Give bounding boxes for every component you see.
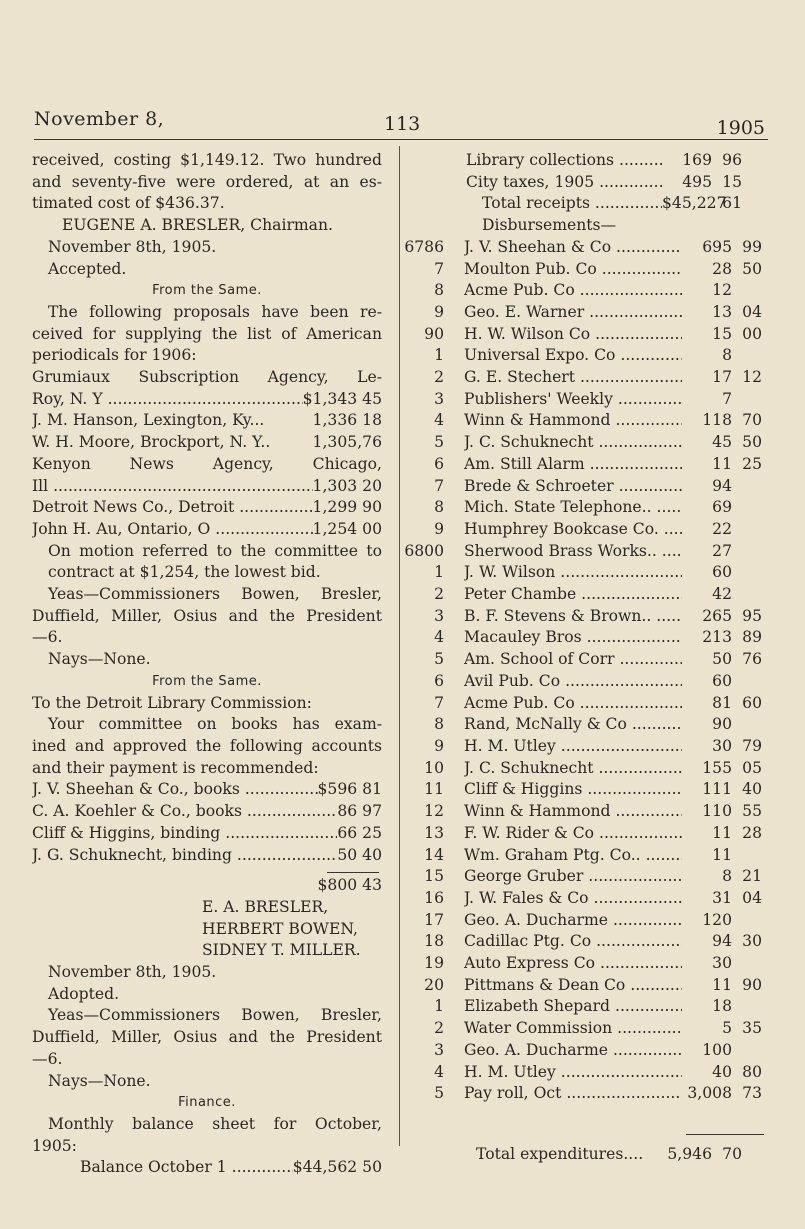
disbursement-dollars: 15 — [712, 324, 732, 343]
disbursement-number: 4 — [434, 628, 444, 647]
receipt-row — [404, 150, 766, 172]
disbursement-cents: 04 — [742, 302, 762, 321]
disbursement-row — [404, 280, 766, 302]
balance-label: Balance October 1 ..... — [80, 1157, 293, 1179]
disbursement-name: Sherwood Brass Works.. ..... — [464, 541, 682, 563]
disbursement-cents: 40 — [742, 780, 762, 799]
disbursement-row — [404, 845, 766, 867]
total-receipts-row — [404, 193, 766, 215]
disbursement-number: 2 — [434, 368, 444, 387]
text-line: received, costing $1,149.12. Two hundred — [32, 151, 382, 169]
disbursement-cents: 79 — [742, 736, 762, 755]
disbursement-cents: 90 — [742, 975, 762, 994]
disbursement-number: 3 — [434, 1040, 444, 1059]
disbursement-name: H. W. Wilson Co ..... — [464, 324, 682, 346]
disbursement-name: G. E. Stechert ..... — [464, 367, 682, 389]
account-total-row — [32, 875, 382, 897]
disbursement-number: 18 — [424, 932, 444, 951]
signer: SIDNEY T. MILLER. — [202, 941, 361, 960]
disbursement-cents: 73 — [742, 1084, 762, 1103]
disbursement-number: 9 — [434, 736, 444, 755]
disbursement-number: 7 — [434, 259, 444, 278]
disbursement-cents: 21 — [742, 867, 762, 886]
disbursement-name: George Gruber ..... — [464, 866, 682, 888]
disbursement-dollars: 31 — [712, 888, 732, 907]
total-receipts-label: Total receipts ..... — [482, 193, 662, 215]
disbursement-row — [404, 541, 766, 563]
disbursement-name: J. C. Schuknecht ..... — [464, 758, 682, 780]
disbursement-dollars: 17 — [712, 368, 732, 387]
disbursement-row — [404, 345, 766, 367]
disbursement-list — [404, 237, 766, 1105]
disbursement-name: Publishers' Weekly ..... — [464, 389, 682, 411]
disbursement-number: 8 — [434, 498, 444, 517]
disbursement-number: 13 — [424, 823, 444, 842]
disbursement-dollars: 60 — [712, 563, 732, 582]
disbursement-cents — [732, 476, 762, 498]
disbursement-number: 7 — [434, 693, 444, 712]
disbursement-row — [404, 693, 766, 715]
disbursement-cents: 55 — [742, 802, 762, 821]
disbursement-dollars: 94 — [712, 932, 732, 951]
disbursement-cents: 28 — [742, 823, 762, 842]
disbursement-row — [404, 888, 766, 910]
disbursement-number: 19 — [424, 954, 444, 973]
right-column — [404, 150, 766, 1163]
disbursement-dollars: 3,008 — [687, 1084, 732, 1103]
disbursement-row — [404, 823, 766, 845]
account-amount: 66 25 — [337, 823, 382, 842]
date-line: November 8th, 1905. — [48, 963, 217, 982]
disbursement-dollars: 30 — [712, 954, 732, 973]
disbursement-row — [404, 801, 766, 823]
disbursement-cents — [732, 497, 762, 519]
date-line: November 8th, 1905. — [48, 237, 217, 256]
header-year: 1905 — [716, 117, 765, 139]
disbursement-dollars: 118 — [702, 411, 732, 430]
disbursement-number: 4 — [434, 1062, 444, 1081]
page-header — [34, 103, 765, 137]
disbursement-row — [404, 324, 766, 346]
disbursement-name: J. C. Schuknecht ..... — [464, 432, 682, 454]
account-name: C. A. Koehler & Co., books ..... — [32, 801, 337, 823]
bid-amount: 1,254 00 — [312, 519, 382, 538]
disbursement-name: Pittmans & Dean Co ..... — [464, 975, 682, 997]
section-heading: From the Same. — [152, 283, 262, 299]
bid-amount: 1,305,76 — [312, 433, 382, 452]
disbursement-cents — [732, 519, 762, 541]
disbursement-row — [404, 714, 766, 736]
account-row — [32, 823, 382, 845]
disbursement-dollars: 155 — [702, 758, 732, 777]
disbursement-row — [404, 866, 766, 888]
disbursement-number: 6 — [434, 671, 444, 690]
disbursement-number: 12 — [424, 802, 444, 821]
disbursement-cents: 76 — [742, 650, 762, 669]
disbursement-cents: 89 — [742, 628, 762, 647]
disbursement-name: Geo. A. Ducharme ..... — [464, 1040, 682, 1062]
bid-amount: 1,303 20 — [312, 476, 382, 495]
disbursement-dollars: 18 — [712, 997, 732, 1016]
bid-name: J. M. Hanson, Lexington, Ky... — [32, 411, 265, 430]
disbursement-name: Winn & Hammond ..... — [464, 410, 682, 432]
section-heading: Finance. — [178, 1095, 236, 1111]
header-page-number: 113 — [384, 113, 421, 135]
disbursements-label: Disbursements— — [482, 216, 617, 235]
account-name: Cliff & Higgins, binding ..... — [32, 823, 337, 845]
account-amount: 86 97 — [337, 802, 382, 821]
disbursement-dollars: 11 — [712, 845, 732, 864]
total-expenditures-label: Total expenditures.... — [476, 1145, 644, 1163]
disbursement-number: 90 — [424, 324, 444, 343]
disbursement-number: 20 — [424, 975, 444, 994]
disbursement-dollars: 22 — [712, 519, 732, 538]
disbursement-cents — [732, 1040, 762, 1062]
disbursement-cents: 99 — [742, 237, 762, 256]
account-row — [32, 845, 382, 867]
receipt-dollars: 169 — [682, 151, 712, 169]
disbursement-row — [404, 1018, 766, 1040]
disbursement-name: Acme Pub. Co ..... — [464, 280, 682, 302]
receipt-cents: 15 — [722, 172, 742, 191]
disbursement-number: 3 — [434, 389, 444, 408]
disbursement-cents — [732, 671, 762, 693]
receipt-name: City taxes, 1905 ..... — [466, 172, 662, 194]
disbursement-cents: 70 — [742, 411, 762, 430]
disbursement-dollars: 5 — [722, 1019, 732, 1038]
disbursement-number: 7 — [434, 476, 444, 495]
receipt-row — [404, 172, 766, 194]
text-line: On motion referred to the committee to — [48, 541, 382, 560]
disbursement-cents: 04 — [742, 888, 762, 907]
disbursement-cents — [732, 845, 762, 867]
disbursement-name: Cadillac Ptg. Co ..... — [464, 931, 682, 953]
text-line: ined and approved the following accounts — [32, 736, 382, 755]
disbursement-row — [404, 432, 766, 454]
disbursement-name: Moulton Pub. Co ..... — [464, 259, 682, 281]
text-line: ceived for supplying the list of American — [32, 324, 382, 343]
disbursement-row — [404, 259, 766, 281]
disbursement-name: Am. Still Alarm ..... — [464, 454, 682, 476]
text-line: Your committee on books has exam- — [48, 715, 382, 734]
text-line: contract at $1,254, the lowest bid. — [48, 563, 321, 582]
bid-name: Roy, N. Y ..... — [32, 389, 303, 411]
disbursement-dollars: 8 — [722, 346, 732, 365]
signer: HERBERT BOWEN, — [202, 919, 358, 938]
disbursement-row — [404, 389, 766, 411]
disbursement-number: 8 — [434, 281, 444, 300]
disbursement-row — [404, 562, 766, 584]
header-date: November 8, — [34, 108, 165, 130]
disbursement-cents: 05 — [742, 758, 762, 777]
account-name: J. G. Schuknecht, binding ..... — [32, 845, 337, 867]
disbursement-row — [404, 584, 766, 606]
disbursement-cents — [732, 714, 762, 736]
disbursement-number: 15 — [424, 867, 444, 886]
total-rule — [686, 1134, 764, 1135]
disbursement-dollars: 12 — [712, 281, 732, 300]
balance-amount: $44,562 50 — [292, 1158, 382, 1177]
disbursement-cents: 35 — [742, 1019, 762, 1038]
disbursement-dollars: 8 — [722, 867, 732, 886]
disbursement-row — [404, 910, 766, 932]
disbursement-row — [404, 367, 766, 389]
header-rule — [34, 139, 768, 140]
disbursement-name: Macauley Bros ..... — [464, 627, 682, 649]
disbursement-number: 2 — [434, 585, 444, 604]
disbursement-row — [404, 237, 766, 259]
disbursement-number: 14 — [424, 845, 444, 864]
disbursement-row — [404, 758, 766, 780]
disbursement-name: J. V. Sheehan & Co ..... — [464, 237, 682, 259]
disbursement-row — [404, 606, 766, 628]
vote-line: Yeas—Commissioners Bowen, Bresler, — [48, 1006, 382, 1025]
total-rule — [327, 872, 379, 873]
disbursement-dollars: 81 — [712, 693, 732, 712]
disbursement-dollars: 42 — [712, 585, 732, 604]
disbursement-row — [404, 410, 766, 432]
disbursement-name: Geo. A. Ducharme ..... — [464, 910, 682, 932]
disbursement-dollars: 213 — [702, 628, 732, 647]
disbursement-row — [404, 302, 766, 324]
account-name: J. V. Sheehan & Co., books ..... — [32, 779, 318, 801]
disbursement-dollars: 265 — [702, 606, 732, 625]
disbursement-cents: 30 — [742, 932, 762, 951]
text-line: periodicals for 1906: — [32, 346, 197, 365]
account-total: $800 43 — [317, 876, 382, 895]
bid-row — [32, 497, 382, 519]
total-expenditures-row — [404, 1144, 742, 1166]
disbursement-number: 5 — [434, 433, 444, 452]
disbursement-number: 2 — [434, 1019, 444, 1038]
disbursement-cents — [732, 389, 762, 411]
disbursement-number: 16 — [424, 888, 444, 907]
total-expenditures-cents: 70 — [722, 1145, 742, 1163]
disbursement-name: Cliff & Higgins ..... — [464, 779, 682, 801]
disbursement-dollars: 11 — [712, 975, 732, 994]
disbursement-name: H. M. Utley ..... — [464, 1062, 682, 1084]
receipt-dollars: 495 — [682, 172, 712, 191]
bid-name: John H. Au, Ontario, O ..... — [32, 519, 313, 541]
disbursement-name: J. W. Fales & Co ..... — [464, 888, 682, 910]
disbursement-dollars: 11 — [712, 823, 732, 842]
disbursement-dollars: 69 — [712, 498, 732, 517]
disbursement-cents: 12 — [742, 368, 762, 387]
bid-name-line: Kenyon News Agency, Chicago, — [32, 454, 382, 473]
disbursement-row — [404, 519, 766, 541]
disbursement-dollars: 7 — [722, 389, 732, 408]
total-receipts-cents: 61 — [722, 194, 742, 213]
disbursement-name: Avil Pub. Co ..... — [464, 671, 682, 693]
disbursement-name: F. W. Rider & Co ..... — [464, 823, 682, 845]
bid-name-line: Grumiaux Subscription Agency, Le- — [32, 368, 382, 387]
disbursement-row — [404, 497, 766, 519]
signer: E. A. BRESLER, — [202, 897, 329, 916]
disbursement-dollars: 45 — [712, 433, 732, 452]
receipt-name: Library collections ..... — [466, 150, 662, 172]
disbursement-dollars: 50 — [712, 650, 732, 669]
bid-row — [32, 476, 382, 498]
left-column — [32, 150, 382, 1179]
disbursement-number: 6800 — [404, 541, 444, 560]
disbursement-cents: 95 — [742, 606, 762, 625]
disbursement-number: 3 — [434, 606, 444, 625]
disbursement-row — [404, 1083, 766, 1105]
text-line: Monthly balance sheet for October, — [48, 1114, 382, 1133]
disbursement-number: 8 — [434, 715, 444, 734]
balance-row — [32, 1157, 382, 1179]
disbursement-name: Auto Express Co ..... — [464, 953, 682, 975]
disbursement-cents: 60 — [742, 693, 762, 712]
disbursement-name: Elizabeth Shepard ..... — [464, 996, 682, 1018]
disbursement-dollars: 94 — [712, 476, 732, 495]
disbursement-name: Acme Pub. Co ..... — [464, 693, 682, 715]
disbursement-dollars: 11 — [712, 454, 732, 473]
disbursement-number: 17 — [424, 910, 444, 929]
disbursement-name: Pay roll, Oct ..... — [464, 1083, 682, 1105]
receipt-cents: 96 — [722, 151, 742, 169]
disbursement-row — [404, 671, 766, 693]
disbursement-name: Brede & Schroeter ..... — [464, 476, 682, 498]
bid-amount: 1,336 18 — [312, 411, 382, 430]
disbursement-dollars: 60 — [712, 671, 732, 690]
disbursement-row — [404, 779, 766, 801]
text-line: 1905: — [32, 1136, 77, 1155]
disbursement-cents — [732, 910, 762, 932]
disbursement-row — [404, 996, 766, 1018]
disbursement-name: Am. School of Corr ..... — [464, 649, 682, 671]
disbursement-number: 1 — [434, 563, 444, 582]
disbursement-number: 5 — [434, 1084, 444, 1103]
adopted-line: Adopted. — [48, 984, 120, 1003]
total-receipts-dollars: $45,227 — [662, 194, 727, 213]
vote-line: Duffield, Miller, Osius and the President — [32, 606, 382, 625]
disbursement-row — [404, 931, 766, 953]
disbursement-dollars: 13 — [712, 302, 732, 321]
disbursement-dollars: 40 — [712, 1062, 732, 1081]
bid-row — [32, 519, 382, 541]
vote-line: —6. — [32, 628, 63, 647]
disbursement-cents: 50 — [742, 433, 762, 452]
disbursement-number: 6786 — [404, 237, 444, 256]
disbursement-cents — [732, 345, 762, 367]
disbursement-cents — [732, 584, 762, 606]
disbursement-cents — [732, 953, 762, 975]
disbursement-dollars: 30 — [712, 736, 732, 755]
text-line: and seventy-five were ordered, at an es- — [32, 172, 382, 191]
disbursement-name: Peter Chambe ..... — [464, 584, 682, 606]
vote-line: —6. — [32, 1049, 63, 1068]
bid-name: Detroit News Co., Detroit ..... — [32, 497, 313, 519]
vote-line: Yeas—Commissioners Bowen, Bresler, — [48, 585, 382, 604]
disbursement-name: Rand, McNally & Co ..... — [464, 714, 682, 736]
disbursement-name: Water Commission ..... — [464, 1018, 682, 1040]
disbursement-cents: 80 — [742, 1062, 762, 1081]
disbursement-cents: 25 — [742, 454, 762, 473]
vote-line: Duffield, Miller, Osius and the President — [32, 1028, 382, 1047]
disbursement-number: 4 — [434, 411, 444, 430]
disbursement-dollars: 27 — [712, 541, 732, 560]
bid-name: Ill ..... — [32, 476, 313, 498]
text-line: The following proposals have been re- — [48, 302, 382, 321]
disbursement-name: Mich. State Telephone.. ..... — [464, 497, 682, 519]
bid-row — [32, 410, 382, 432]
disbursement-number: 11 — [424, 780, 444, 799]
disbursement-name: Geo. E. Warner ..... — [464, 302, 682, 324]
disbursement-number: 9 — [434, 302, 444, 321]
account-row — [32, 801, 382, 823]
disbursement-cents — [732, 280, 762, 302]
bid-amount: $1,343 45 — [302, 389, 382, 408]
chairman-signature: EUGENE A. BRESLER, Chairman. — [62, 216, 333, 235]
disbursement-name: Wm. Graham Ptg. Co.. ..... — [464, 845, 682, 867]
disbursement-number: 9 — [434, 519, 444, 538]
bid-name: W. H. Moore, Brockport, N. Y.. — [32, 433, 271, 452]
column-separator — [399, 146, 400, 1146]
disbursement-name: B. F. Stevens & Brown.. ..... — [464, 606, 682, 628]
disbursement-row — [404, 649, 766, 671]
disbursement-number: 1 — [434, 346, 444, 365]
bid-row — [32, 432, 382, 454]
disbursement-cents: 00 — [742, 324, 762, 343]
disbursement-row — [404, 953, 766, 975]
disbursement-row — [404, 975, 766, 997]
section-heading: From the Same. — [152, 673, 262, 689]
disbursement-name: H. M. Utley ..... — [464, 736, 682, 758]
text-line: and their payment is recommended: — [32, 758, 319, 777]
disbursement-dollars: 110 — [702, 802, 732, 821]
disbursement-number: 5 — [434, 650, 444, 669]
disbursement-number: 10 — [424, 758, 444, 777]
disbursement-cents — [732, 562, 762, 584]
disbursement-name: Winn & Hammond ..... — [464, 801, 682, 823]
disbursement-name: Humphrey Bookcase Co. ..... — [464, 519, 682, 541]
disbursement-dollars: 90 — [712, 715, 732, 734]
disbursement-row — [404, 627, 766, 649]
disbursement-cents — [732, 996, 762, 1018]
disbursement-cents: 50 — [742, 259, 762, 278]
disbursement-dollars: 28 — [712, 259, 732, 278]
disbursement-dollars: 695 — [702, 237, 732, 256]
bid-row — [32, 389, 382, 411]
account-amount: 50 40 — [337, 845, 382, 864]
disbursement-number: 1 — [434, 997, 444, 1016]
disbursement-name: J. W. Wilson ..... — [464, 562, 682, 584]
disbursement-row — [404, 1062, 766, 1084]
bid-amount: 1,299 90 — [312, 498, 382, 517]
text-line: timated cost of $436.37. — [32, 194, 225, 213]
account-amount: $596 81 — [317, 780, 382, 799]
disbursement-dollars: 111 — [702, 780, 732, 799]
disbursement-row — [404, 1040, 766, 1062]
disbursement-dollars: 120 — [702, 910, 732, 929]
disbursement-number: 6 — [434, 454, 444, 473]
disbursement-dollars: 100 — [702, 1040, 732, 1059]
disbursement-row — [404, 736, 766, 758]
total-expenditures-dollars: 5,946 — [667, 1145, 712, 1163]
disbursement-row — [404, 454, 766, 476]
nays-line: Nays—None. — [48, 1071, 151, 1090]
nays-line: Nays—None. — [48, 650, 151, 669]
accepted-line: Accepted. — [48, 259, 127, 278]
salutation: To the Detroit Library Commission: — [32, 693, 312, 712]
disbursement-name: Universal Expo. Co ..... — [464, 345, 682, 367]
account-row — [32, 779, 382, 801]
disbursement-cents — [732, 541, 762, 563]
disbursement-row — [404, 476, 766, 498]
